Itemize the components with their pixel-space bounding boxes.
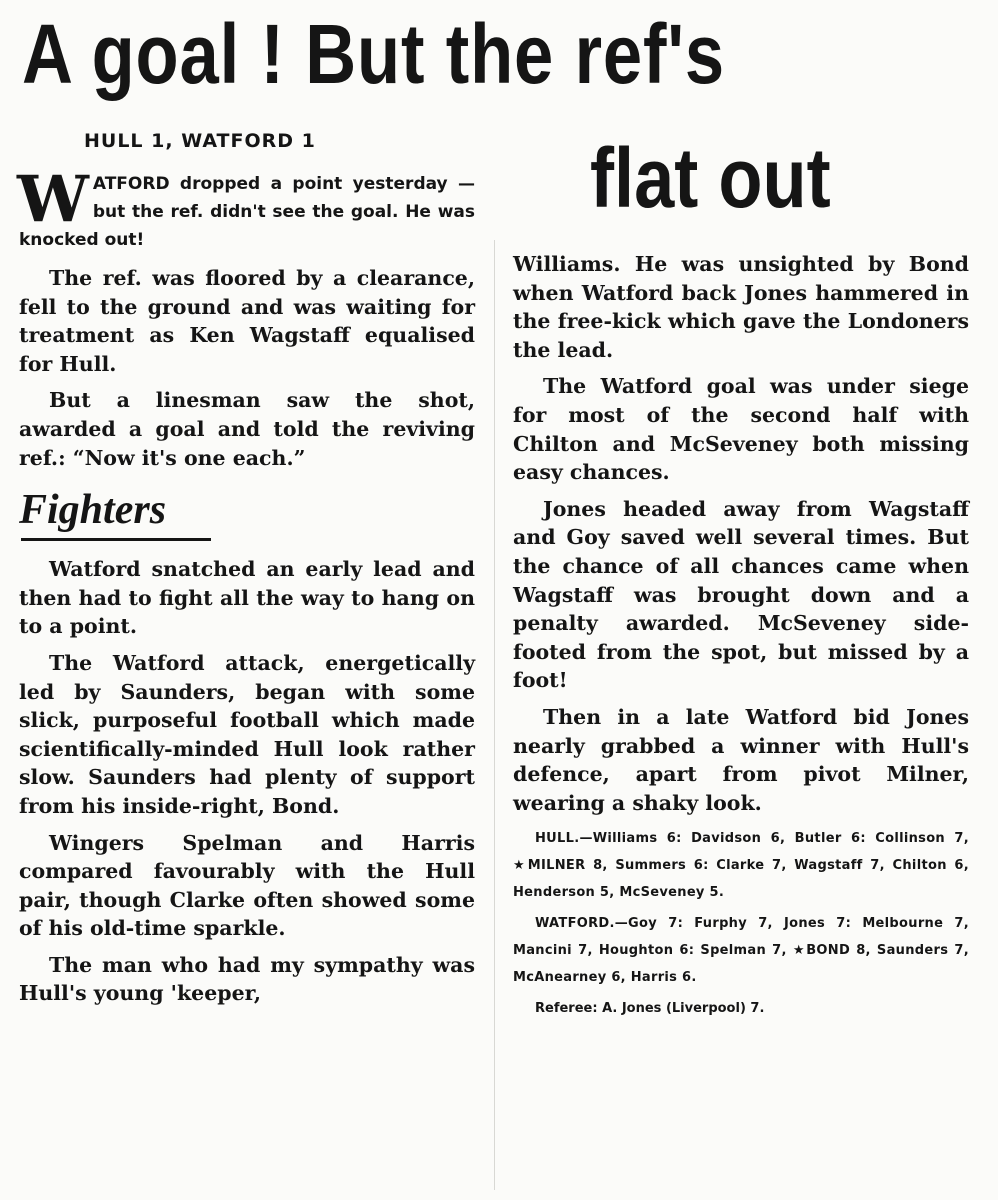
article-paragraph: Watford snatched an early lead and then had to fight all the way to hang on to a point. [19, 557, 475, 639]
left-column [17, 162, 475, 1016]
article-paragraph: Jones headed away from Wagstaff and Goy saved well several times. But the chance of all chances came when Wagstaff was brought down and a penalty awarded. McSeveney side-footed from the spot, but missed by a foot! [513, 496, 969, 693]
article-paragraph: The Watford goal was under siege for most of the second half with Chilton and McSeveney both missing easy chances. [513, 374, 969, 485]
article-paragraph: The ref. was floored by a clearance, fell to the ground and was waiting for treatment as Ken Wagstaff equalised for Hull. [19, 266, 475, 376]
article-paragraph: But a linesman saw the shot, awarded a goal and told the reviving ref.: “Now it's one each.” [19, 388, 475, 470]
lineup-watford: WATFORD.—Goy 7: Furphy 7, Jones 7: Melbourne 7, Mancini 7, Houghton 6: Spelman 7, ★BOND 8, Saunders 7, McAnearney 6, Harris 6. [513, 916, 969, 986]
drop-cap: W [17, 162, 89, 237]
headline-line-1: A goal ! But the ref's [22, 7, 726, 101]
subheading-underline [21, 538, 211, 541]
column-divider [494, 240, 495, 1190]
referee-line: Referee: A. Jones (Liverpool) 7. [535, 1001, 765, 1017]
lineup-hull: HULL.—Williams 6: Davidson 6, Butler 6: Collinson 7, ★MILNER 8, Summers 6: Clarke 7, Wagstaff 7, Chilton 6, Henderson 5, McSeveney 5. [513, 831, 969, 901]
scoreline: HULL 1, WATFORD 1 [84, 130, 316, 152]
article-paragraph: The Watford attack, energetically led by Saunders, began with some slick, purposeful football which made scientifically-minded Hull look rather slow. Saunders had plenty of support from his inside-right, Bond. [19, 650, 475, 818]
subheading: Fighters [19, 487, 167, 534]
right-column [513, 250, 969, 1022]
article-paragraph: Wingers Spelman and Harris compared favourably with the Hull pair, though Clarke often showed some of his old-time sparkle. [19, 830, 475, 941]
article-paragraph: Williams. He was unsighted by Bond when Watford back Jones hammered in the free-kick which gave the Londoners the lead. [513, 252, 969, 362]
article-paragraph: Then in a late Watford bid Jones nearly grabbed a winner with Hull's defence, apart from pivot Milner, wearing a shaky look. [513, 704, 969, 815]
headline-line-2: flat out [590, 131, 831, 225]
article-paragraph: The man who had my sympathy was Hull's young 'keeper, [19, 952, 475, 1006]
lede-paragraph [17, 162, 475, 254]
lede-text: ATFORD dropped a point yesterday — but the ref. didn't see the goal. He was knocked out! [19, 174, 475, 250]
